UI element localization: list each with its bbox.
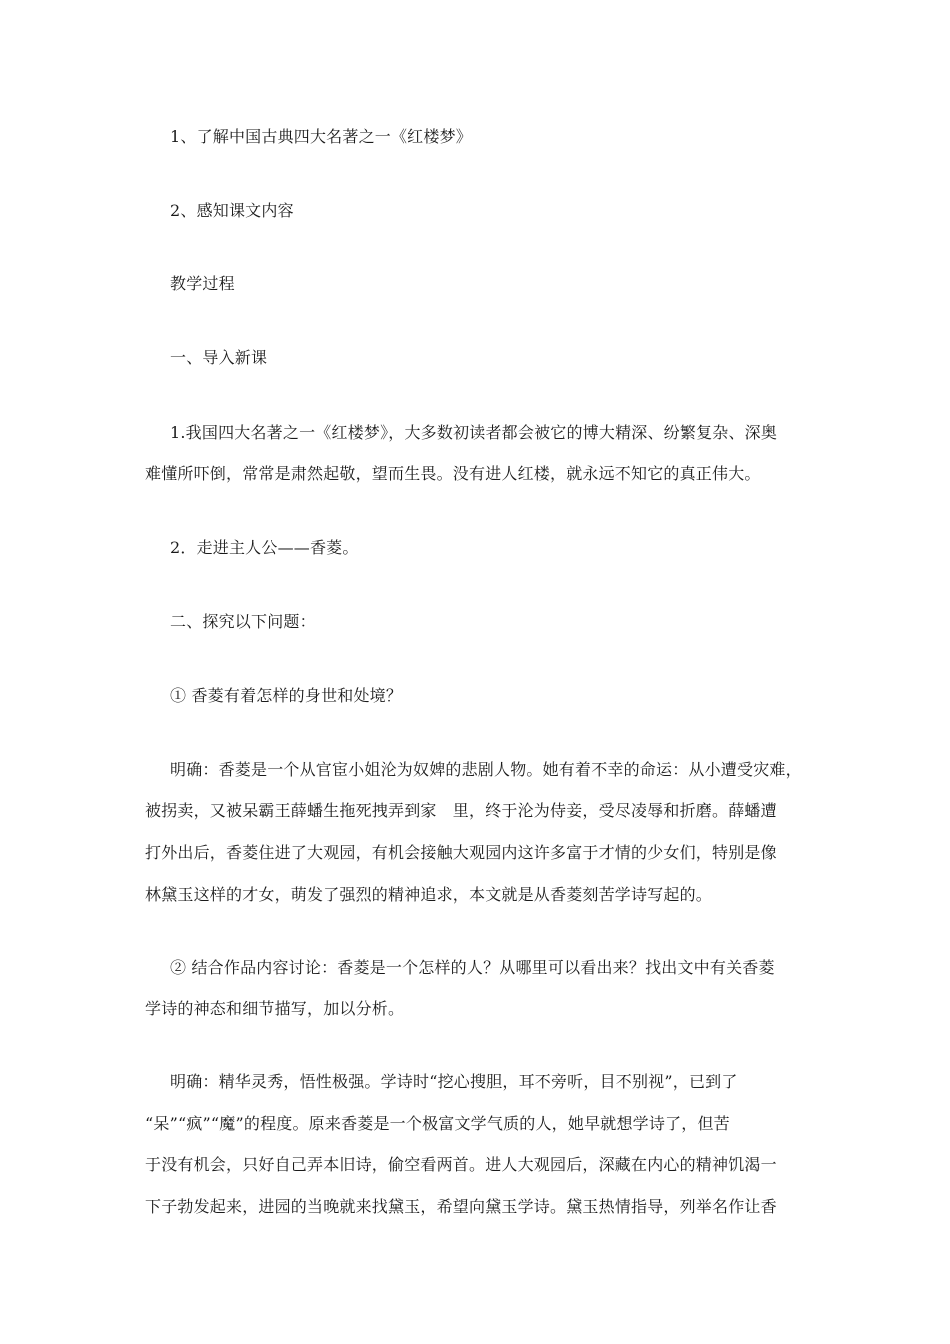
intro-paragraph-1-line-2: 难懂所吓倒，常常是肃然起敬，望而生畏。没有进人红楼，就永远不知它的真正伟大。	[145, 464, 761, 483]
section-2-heading: 二、探究以下问题：	[170, 612, 316, 631]
process-heading: 教学过程	[170, 274, 235, 293]
answer-2-line-1: 明确：精华灵秀，悟性极强。学诗时“挖心搜胆，耳不旁听，目不别视”，已到了	[170, 1072, 738, 1091]
section-1-heading: 一、导入新课	[170, 348, 268, 367]
answer-1-line-2: 被拐卖，又被呆霸王薛蟠生拖死拽弄到家 里，终于沦为侍妾，受尽凌辱和折磨。薛蟠遭	[145, 801, 777, 820]
objective-1: 1、了解中国古典四大名著之一《红楼梦》	[170, 127, 472, 146]
objective-2: 2、感知课文内容	[170, 201, 294, 220]
answer-2-line-3: 于没有机会，只好自己弄本旧诗，偷空看两首。进人大观园后，深藏在内心的精神饥渴一	[145, 1155, 777, 1174]
intro-paragraph-2: 2．走进主人公——香菱。	[170, 538, 359, 557]
answer-2-line-2: “呆”“疯”“魔”的程度。原来香菱是一个极富文学气质的人，她早就想学诗了，但苦	[145, 1114, 730, 1133]
answer-1-line-4: 林黛玉这样的才女，萌发了强烈的精神追求，本文就是从香菱刻苦学诗写起的。	[145, 885, 713, 904]
question-2-line-2: 学诗的神态和细节描写，加以分析。	[145, 999, 405, 1018]
answer-1-line-1: 明确：香菱是一个从官宦小姐沦为奴婢的悲剧人物。她有着不幸的命运：从小遭受灾难，	[170, 760, 802, 779]
answer-2-line-4: 下子勃发起来，进园的当晚就来找黛玉，希望向黛玉学诗。黛玉热情指导，列举名作让香	[145, 1197, 777, 1216]
question-1: ① 香菱有着怎样的身世和处境？	[170, 686, 403, 705]
answer-1-line-3: 打外出后，香菱住进了大观园，有机会接触大观园内这许多富于才情的少女们，特别是像	[145, 843, 777, 862]
intro-paragraph-1-line-1: 1.我国四大名著之一《红楼梦》，大多数初读者都会被它的博大精深、纷繁复杂、深奥	[170, 423, 778, 442]
question-2-line-1: ② 结合作品内容讨论：香菱是一个怎样的人？从哪里可以看出来？找出文中有关香菱	[170, 958, 775, 977]
